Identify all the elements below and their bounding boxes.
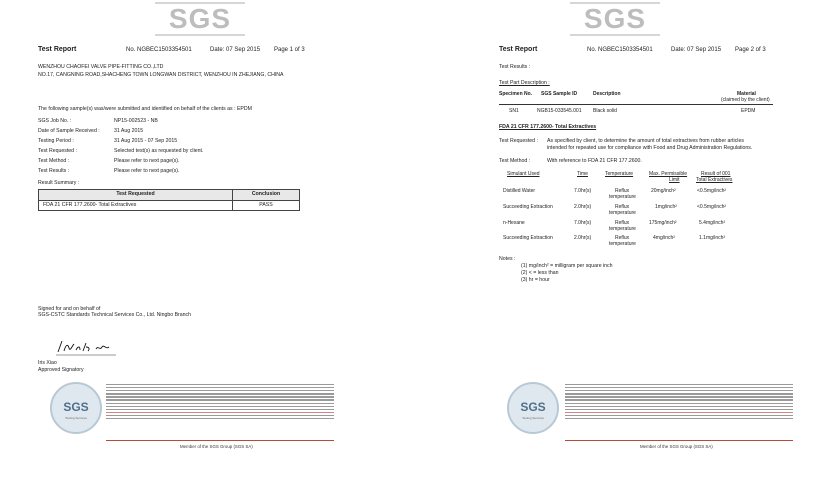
table-row [39,200,299,210]
report-date: Date: 07 Sep 2015 [210,47,261,53]
table-rule [499,104,773,105]
test-results-label: Test Results : [499,64,531,70]
field-value: NP15-002523 - NB [114,118,158,124]
column-header: Description [593,91,621,97]
seal-logo-text: SGS [520,400,546,414]
table-cell: 1.1mg/inch² [699,235,726,241]
signed-for-text: Signed for and on behalf of [38,306,101,312]
footer-rule [565,440,793,441]
table-cell: FDA 21 CFR 177.2600- Total Extractives [39,201,233,210]
field-value: Selected test(s) as requested by client. [114,148,204,154]
signatory-title: Approved Signatory [38,367,84,373]
section-title: FDA 21 CFR 177.2600- Total Extractives [499,124,597,130]
footer-rule [106,440,334,441]
table-cell: 7.0hr(s) [574,220,592,226]
table-cell: Succeeding Extraction [503,235,553,241]
field-value: Please refer to next page(s). [114,158,180,164]
page-number: Page 2 of 3 [735,47,766,53]
column-header: Time [577,171,588,177]
table-cell: 2.0hr(s) [574,235,592,241]
field-label: Test Requested : [38,148,77,154]
client-address: NO.17, CANGNING ROAD,SHACHENG TOWN LONGWAN DISTRICT, WENZHOU IN ZHEJIANG, CHINA [38,72,284,78]
field-label: Date of Sample Received : [38,128,100,134]
seal-caption: Testing Services [522,416,544,420]
table-cell: Distilled Water [503,188,536,194]
report-header [38,46,358,58]
column-header: SGS Sample ID [541,91,578,97]
table-cell: NGB15-033545.001 [537,108,582,114]
table-cell: 5.4mg/inch² [699,220,726,226]
field-value: 31 Aug 2015 [114,128,144,134]
table-cell: 175mg/inch² [649,220,677,226]
column-header: Conclusion [251,191,281,197]
note-item: (1) mg/inch² = milligram per square inch [521,263,613,269]
sgs-member-text: Member of the SGS Group (SGS SA) [640,444,713,449]
table-cell: temperature [609,194,636,200]
table-cell: n-Hexane [503,220,525,226]
part-description-label: Test Part Description : [499,80,550,86]
column-header: Total Extractives [696,177,733,183]
field-value: Please refer to next page(s). [114,168,180,174]
report-title: Test Report [499,46,538,53]
column-header: Test Requested [39,190,233,200]
test-requested-text: As specified by client, to determine the amount of total extractives from rubber articles [547,138,744,144]
table-cell: SN1 [509,108,519,114]
column-header: Simulant Used [507,171,540,177]
note-item: (3) hr = hour [521,277,550,283]
disclaimer-fine-print [106,384,334,440]
sgs-logo: SGS [415,2,815,36]
field-label: SGS Job No. : [38,118,72,124]
table-cell: <0.5mg/inch² [697,204,727,210]
field-label: Testing Period : [38,138,74,144]
sample-statement: The following sample(s) was/were submitted and identified on behalf of the clients as : EPDM [38,106,252,112]
table-cell: temperature [609,210,636,216]
report-date: Date: 07 Sep 2015 [671,47,722,53]
field-label: Test Results : [38,168,70,174]
table-cell: 4mg/inch² [653,235,675,241]
table-cell: Succeeding Extraction [503,204,553,210]
notes-label: Notes : [499,256,516,262]
column-header: Limit [669,177,680,183]
column-header: Temperature [605,171,634,177]
field-value: 31 Aug 2015 - 07 Sep 2015 [114,138,178,144]
table-cell: 1mg/inch² [655,204,677,210]
table-cell: Reflux [615,204,630,210]
test-requested-text: intended for repeated use for compliance with Food and Drug Administration Regulations. [547,145,753,151]
table-cell: <0.5mg/inch² [697,188,727,194]
column-header: Max. Permissible [649,171,688,177]
page-number: Page 1 of 3 [274,47,305,53]
field-label: Test Method : [38,158,70,164]
sgs-logo: SGS [0,2,400,36]
test-method-label: Test Method : [499,158,531,164]
report-page-2 [415,0,815,490]
table-cell: Reflux [615,235,630,241]
result-summary-table [38,189,300,211]
sgs-member-text: Member of the SGS Group (SGS SA) [180,444,253,449]
report-page-1 [0,0,400,490]
sgs-seal [50,382,102,434]
test-method-value: With reference to FDA 21 CFR 177.2600. [547,158,642,164]
table-cell: EPDM [741,108,756,114]
seal-logo-text: SGS [63,400,89,414]
report-number: No. NGBEC1503354501 [126,47,192,53]
sgs-seal [507,382,559,434]
table-cell: Reflux [615,220,630,226]
signature-image [56,338,116,356]
table-cell: 20mg/inch² [651,188,676,194]
column-header: Specimen No. [499,91,533,97]
table-header-row [39,190,299,200]
column-header: Material [737,91,756,97]
table-cell: Reflux [615,188,630,194]
note-item: (2) < = less than [521,270,559,276]
table-cell: PASS [259,202,273,208]
table-cell: 7.0hr(s) [574,188,592,194]
column-header-sub: (claimed by the client) [721,97,770,103]
signatory-name: Iris Xiao [38,360,57,366]
column-header: Result of 001 [701,171,731,177]
table-cell: temperature [609,241,636,247]
seal-caption: Testing Services [65,416,87,420]
test-requested-label: Test Requested : [499,138,538,144]
client-name: WENZHOU CHAOFEI VALVE PIPE-FITTING CO.,LTD [38,64,164,70]
summary-title: Result Summary : [38,180,80,186]
table-cell: Black solid [593,108,617,114]
table-cell: temperature [609,226,636,232]
disclaimer-fine-print [565,384,793,440]
table-cell: 2.0hr(s) [574,204,592,210]
report-title: Test Report [38,46,77,53]
report-number: No. NGBEC1503354501 [587,47,653,53]
report-header [499,46,815,58]
company-name: SGS-CSTC Standards Technical Services Co., Ltd. Ningbo Branch [38,312,192,318]
